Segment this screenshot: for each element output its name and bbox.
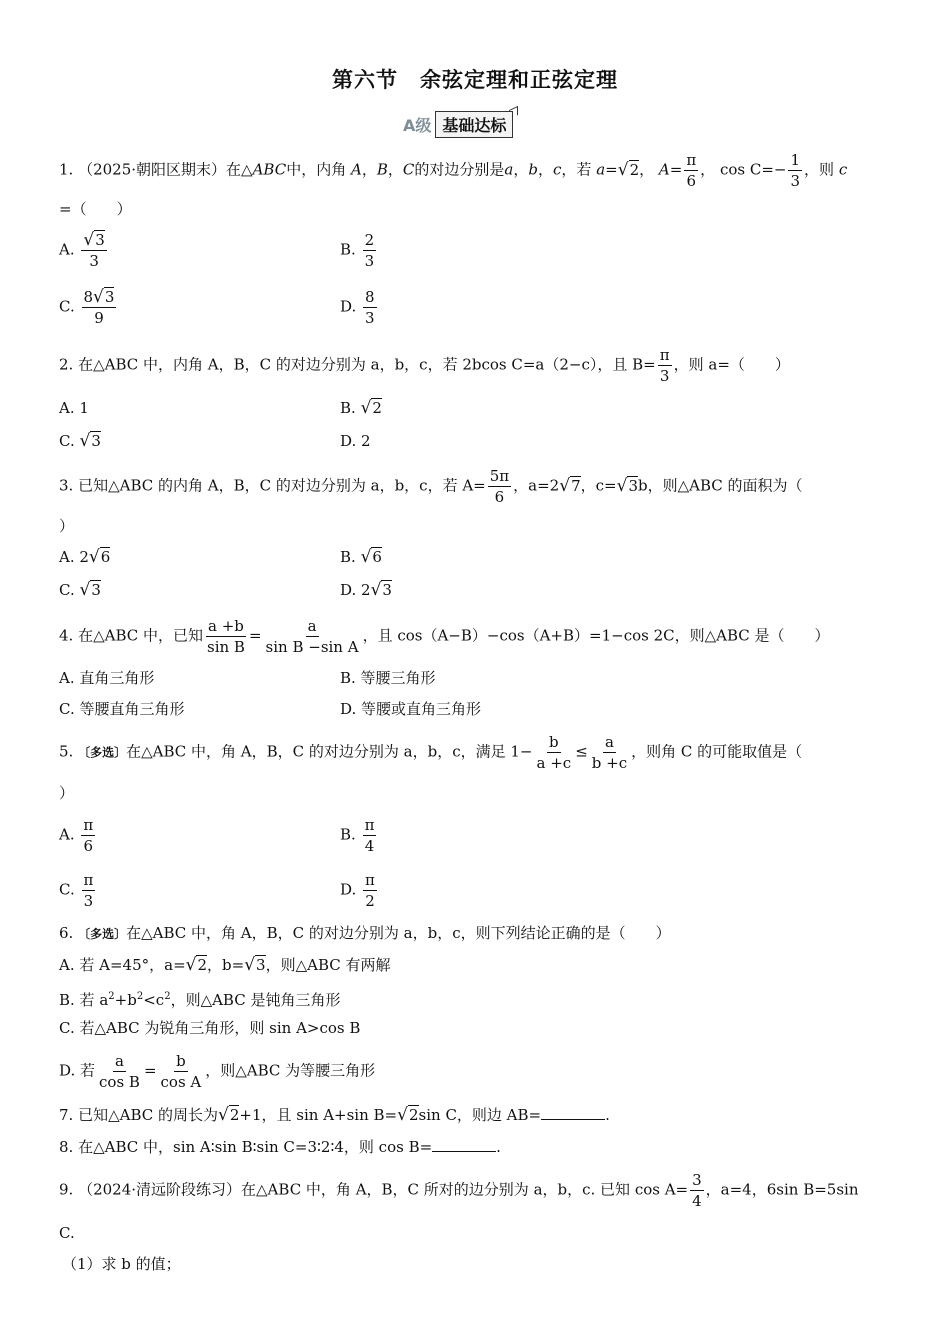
multi-select-tag: 〔多选〕 [78, 927, 127, 941]
q1-option-b: B. $\frac{2}{3}$ [340, 231, 375, 270]
q6-option-c: C. 若△ABC 为锐角三角形，则 sin A>cos B [59, 1019, 361, 1037]
q6-option-a: A. 若 A=45°，a=√2，b=√3，则△ABC 有两解 [59, 955, 391, 975]
q4-option-b: B. 等腰三角形 [340, 669, 436, 687]
question-9-tail: C. [59, 1224, 75, 1242]
q4-option-d: D. 等腰或直角三角形 [340, 700, 482, 718]
question-9: 9. （2024·清远阶段练习）在△ABC 中，角 A，B，C 所对的边分别为 a，b，c. 已知 cos A= $\frac{3}{4}$ ，a=4，6sin B=5sin [59, 1171, 859, 1210]
q1-option-d: D. $\frac{8}{3}$ [340, 288, 375, 327]
q1-option-c: C. $\frac{8√3}{9}$ [59, 287, 115, 327]
question-1: 1. （2025·朝阳区期末）在△ABC中，内角 A，B，C的对边分别是a，b，c，若 a=√2， A= $\frac{\pi}{6}$ ， cos C=− $\frac{1}{3}$ ，则 c [59, 151, 848, 190]
question-2: 2. 在△ABC 中，内角 A，B，C 的对边分别为 a，b，c，若 2bcos C=a（2−c），且 B= $\frac{\pi}{3}$ ，则 a=（ ） [59, 346, 790, 385]
question-7: 7. 已知△ABC 的周长为√2+1，且 sin A+sin B=√2sin C，则边 AB= . [59, 1105, 610, 1125]
q3-option-b: B. √6 [340, 547, 382, 567]
q5-option-d: D. $\frac{\pi}{2}$ [340, 871, 375, 910]
question-6: 6. 〔多选〕在△ABC 中，角 A，B，C 的对边分别为 a，b，c，则下列结论正确的是（ ） [59, 924, 671, 942]
q3-option-a: A. 2√6 [59, 547, 111, 567]
answer-blank [432, 1137, 496, 1152]
answer-blank [541, 1105, 605, 1120]
q2-option-a: A. 1 [59, 399, 89, 417]
q5-option-b: B. $\frac{\pi}{4}$ [340, 816, 375, 855]
question-4: 4. 在△ABC 中，已知 $\frac{a +b}{\text{sin B}}$ = $\frac{a}{\text{sin B −sin A}}$ ，且 cos（A−B）−cos（A+B）=1−cos 2C，则△ABC 是（ ） [59, 617, 830, 656]
q1-option-a: A. $\frac{√3}{3}$ [59, 230, 105, 270]
badge-level: A级 [403, 115, 432, 135]
badge-label: 基础达标 [435, 111, 513, 138]
question-1-tail: =（ ） [59, 200, 132, 218]
question-3-tail: ） [59, 517, 75, 535]
q5-option-c: C. $\frac{\pi}{3}$ [59, 871, 94, 910]
multi-select-tag: 〔多选〕 [78, 745, 127, 760]
q3-option-c: C. √3 [59, 580, 101, 600]
q2-option-d: D. 2 [340, 432, 371, 450]
q3-option-d: D. 2√3 [340, 580, 392, 600]
q5-option-a: A. $\frac{\pi}{6}$ [59, 816, 94, 855]
q4-option-a: A. 直角三角形 [59, 669, 155, 687]
question-8: 8. 在△ABC 中，sin A∶sin B∶sin C=3∶2∶4，则 cos B= . [59, 1138, 501, 1156]
q6-option-d: D. 若 $\frac{a}{\text{cos B}}$ = $\frac{b}{\text{cos A}}$ ，则△ABC 为等腰三角形 [59, 1052, 376, 1091]
question-3: 3. 已知△ABC 的内角 A，B，C 的对边分别为 a，b，c，若 A= $\frac{5\pi}{6}$ ，a=2√7，c=√3b，则△ABC 的面积为（ [59, 467, 803, 506]
level-badge [403, 112, 513, 136]
question-5: 5. 〔多选〕在△ABC 中，角 A，B，C 的对边分别为 a，b，c，满足 1− $\frac{b}{a +c}$ ≤ $\frac{a}{b +c}$ ，则角 C 的可能取值是（ [59, 733, 803, 772]
q4-option-c: C. 等腰直角三角形 [59, 700, 185, 718]
q6-option-b: B. 若 $a^2+b^2<c^2$，则△ABC 是钝角三角形 [59, 991, 341, 1009]
question-9-part-1: （1）求 b 的值； [62, 1255, 181, 1273]
q2-option-b: B. √2 [340, 398, 382, 418]
q2-option-c: C. √3 [59, 431, 101, 451]
question-5-tail: ） [59, 784, 75, 802]
page-title: 第六节 余弦定理和正弦定理 [332, 68, 618, 92]
